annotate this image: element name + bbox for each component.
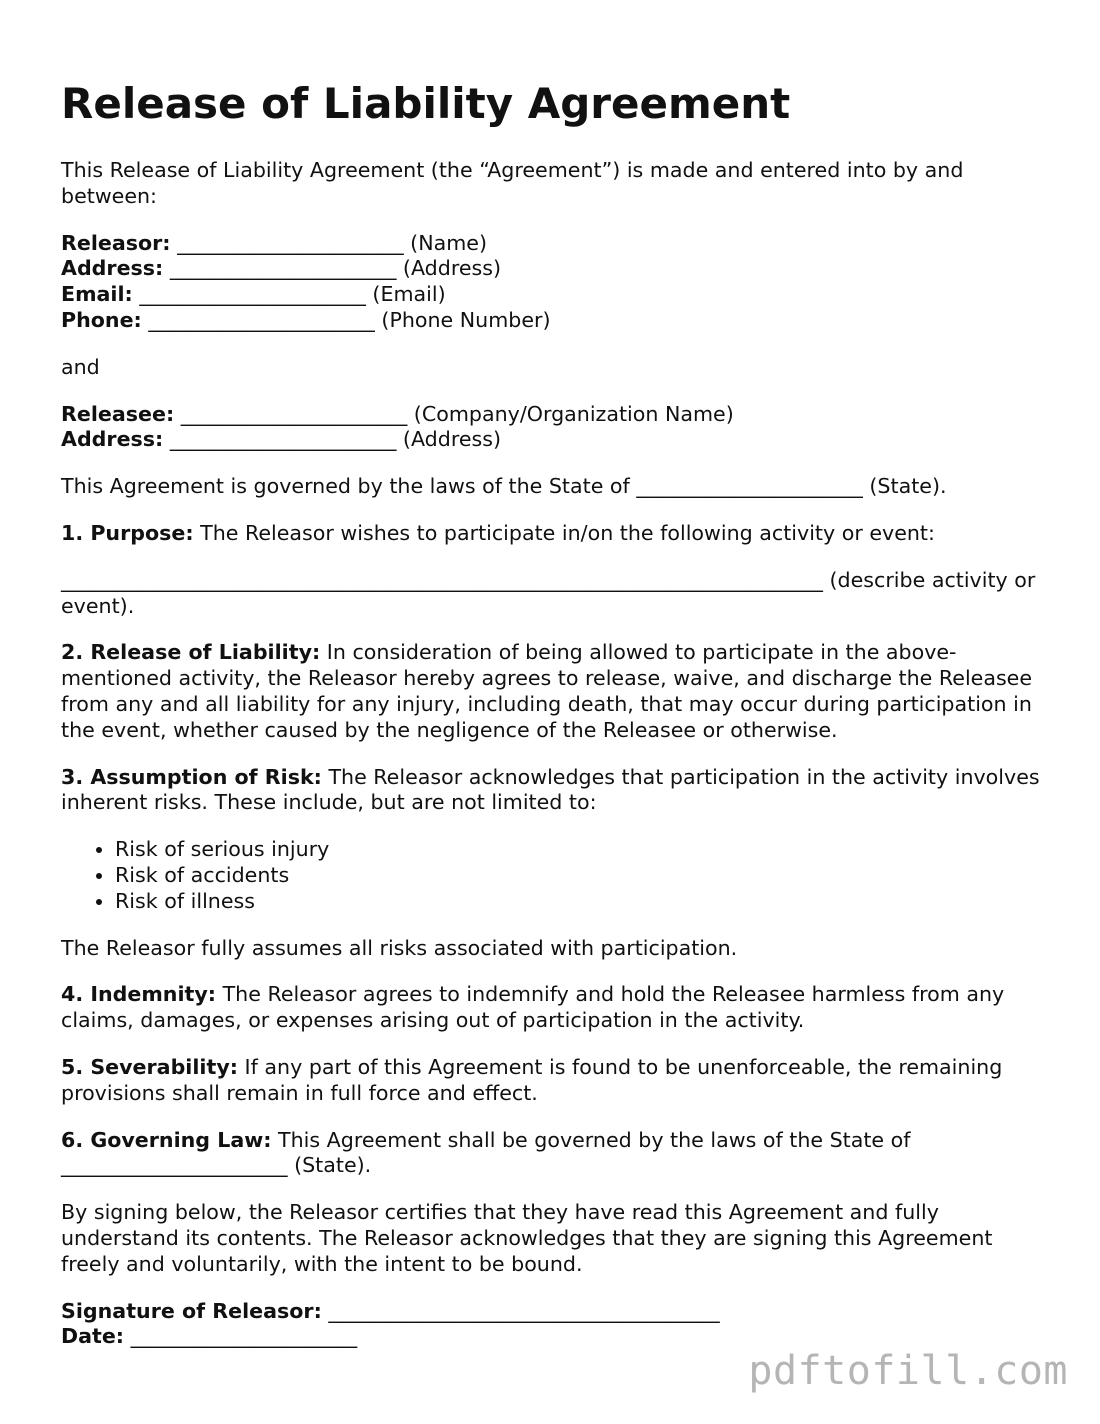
section-risk bbox=[61, 765, 1051, 817]
releasor-name-line bbox=[61, 231, 1051, 257]
document-title: Release of Liability Agreement bbox=[61, 79, 791, 128]
date-label: Date: bbox=[61, 1324, 125, 1349]
signature-line bbox=[61, 1299, 1051, 1325]
releasor-phone-line bbox=[61, 308, 1051, 334]
releasor-address-line bbox=[61, 256, 1051, 282]
risk-list bbox=[61, 837, 1051, 914]
releasor-phone-field: ______________________ (Phone Number) bbox=[141, 307, 551, 332]
risk-closing: The Releasor fully assumes all risks associated with participation. bbox=[61, 935, 738, 960]
signature-label: Signature of Releasor: bbox=[61, 1298, 322, 1323]
section-severability-text: If any part of this Agreement is found to be unenforceable, the remaining provisions shall remain in full force and effect. bbox=[61, 1054, 1003, 1105]
releasor-name-label: Releasor: bbox=[61, 230, 171, 255]
releasee-block bbox=[61, 402, 1051, 454]
list-item: • Risk of accidents bbox=[115, 863, 1051, 889]
section-severability-heading: 5. Severability: bbox=[61, 1054, 238, 1079]
list-item: • Risk of illness bbox=[115, 889, 1051, 915]
section-severability bbox=[61, 1055, 1051, 1107]
section-release-text: In consideration of being allowed to participate in the above-mentioned activity, the Releasor hereby agrees to release, waive, and discharge the Releasee from any and all liability for any injury, including death, that may occur during participation in the event, whether caused by the negligence of the Releasee or otherwise. bbox=[61, 640, 1033, 742]
releasor-email-label: Email: bbox=[61, 282, 133, 307]
releasor-block bbox=[61, 231, 1051, 334]
section-purpose-heading: 1. Purpose: bbox=[61, 520, 194, 545]
certification-paragraph: By signing below, the Releasor certifies that they have read this Agreement and fully understand its contents. The Releasor acknowledges that they are signing this Agreement freely and voluntarily, with the intent to be bound. bbox=[61, 1200, 993, 1276]
releasee-name-label: Releasee: bbox=[61, 401, 175, 426]
watermark: pdftofill.com bbox=[748, 1348, 1068, 1394]
section-governing-law-text: This Agreement shall be governed by the laws of the State of ______________________ (State). bbox=[61, 1127, 911, 1178]
releasee-address-label: Address: bbox=[61, 427, 164, 452]
releasee-name-field: ______________________ (Company/Organization Name) bbox=[174, 401, 734, 426]
section-indemnity-heading: 4. Indemnity: bbox=[61, 982, 217, 1007]
releasee-name-line bbox=[61, 402, 1051, 428]
section-release bbox=[61, 640, 1051, 743]
releasor-phone-label: Phone: bbox=[61, 307, 142, 332]
section-risk-text: The Releasor acknowledges that participation in the activity involves inherent risks. These include, but are not limited to: bbox=[61, 764, 1040, 815]
section-governing-law-heading: 6. Governing Law: bbox=[61, 1127, 272, 1152]
activity-description-blank: __________________________________________________________________________ (describe activity or event). bbox=[61, 567, 1036, 618]
section-indemnity bbox=[61, 982, 1051, 1034]
intro-paragraph: This Release of Liability Agreement (the “Agreement”) is made and entered into by and between: bbox=[61, 158, 964, 208]
document-page bbox=[61, 78, 1051, 1371]
releasee-address-line bbox=[61, 427, 1051, 453]
section-indemnity-text: The Releasor agrees to indemnify and hold the Releasee harmless from any claims, damages, or expenses arising out of participation in the activity. bbox=[61, 982, 1005, 1033]
list-item: • Risk of serious injury bbox=[115, 837, 1051, 863]
releasor-email-field: ______________________ (Email) bbox=[132, 282, 446, 307]
and-text: and bbox=[61, 354, 100, 379]
releasor-email-line bbox=[61, 282, 1051, 308]
section-release-heading: 2. Release of Liability: bbox=[61, 640, 321, 665]
signature-block bbox=[61, 1299, 1051, 1351]
section-governing-law bbox=[61, 1128, 1051, 1180]
section-risk-heading: 3. Assumption of Risk: bbox=[61, 764, 322, 789]
date-field: ______________________ bbox=[124, 1324, 358, 1349]
governing-state-paragraph: This Agreement is governed by the laws of the State of ______________________ (State). bbox=[61, 474, 947, 499]
releasor-address-field: ______________________ (Address) bbox=[163, 256, 502, 281]
section-purpose-text: The Releasor wishes to participate in/on the following activity or event: bbox=[193, 520, 935, 545]
section-purpose bbox=[61, 521, 1051, 547]
releasor-name-field: ______________________ (Name) bbox=[170, 230, 487, 255]
releasee-address-field: ______________________ (Address) bbox=[163, 427, 502, 452]
releasor-address-label: Address: bbox=[61, 256, 164, 281]
signature-field: ______________________________________ bbox=[321, 1298, 720, 1323]
